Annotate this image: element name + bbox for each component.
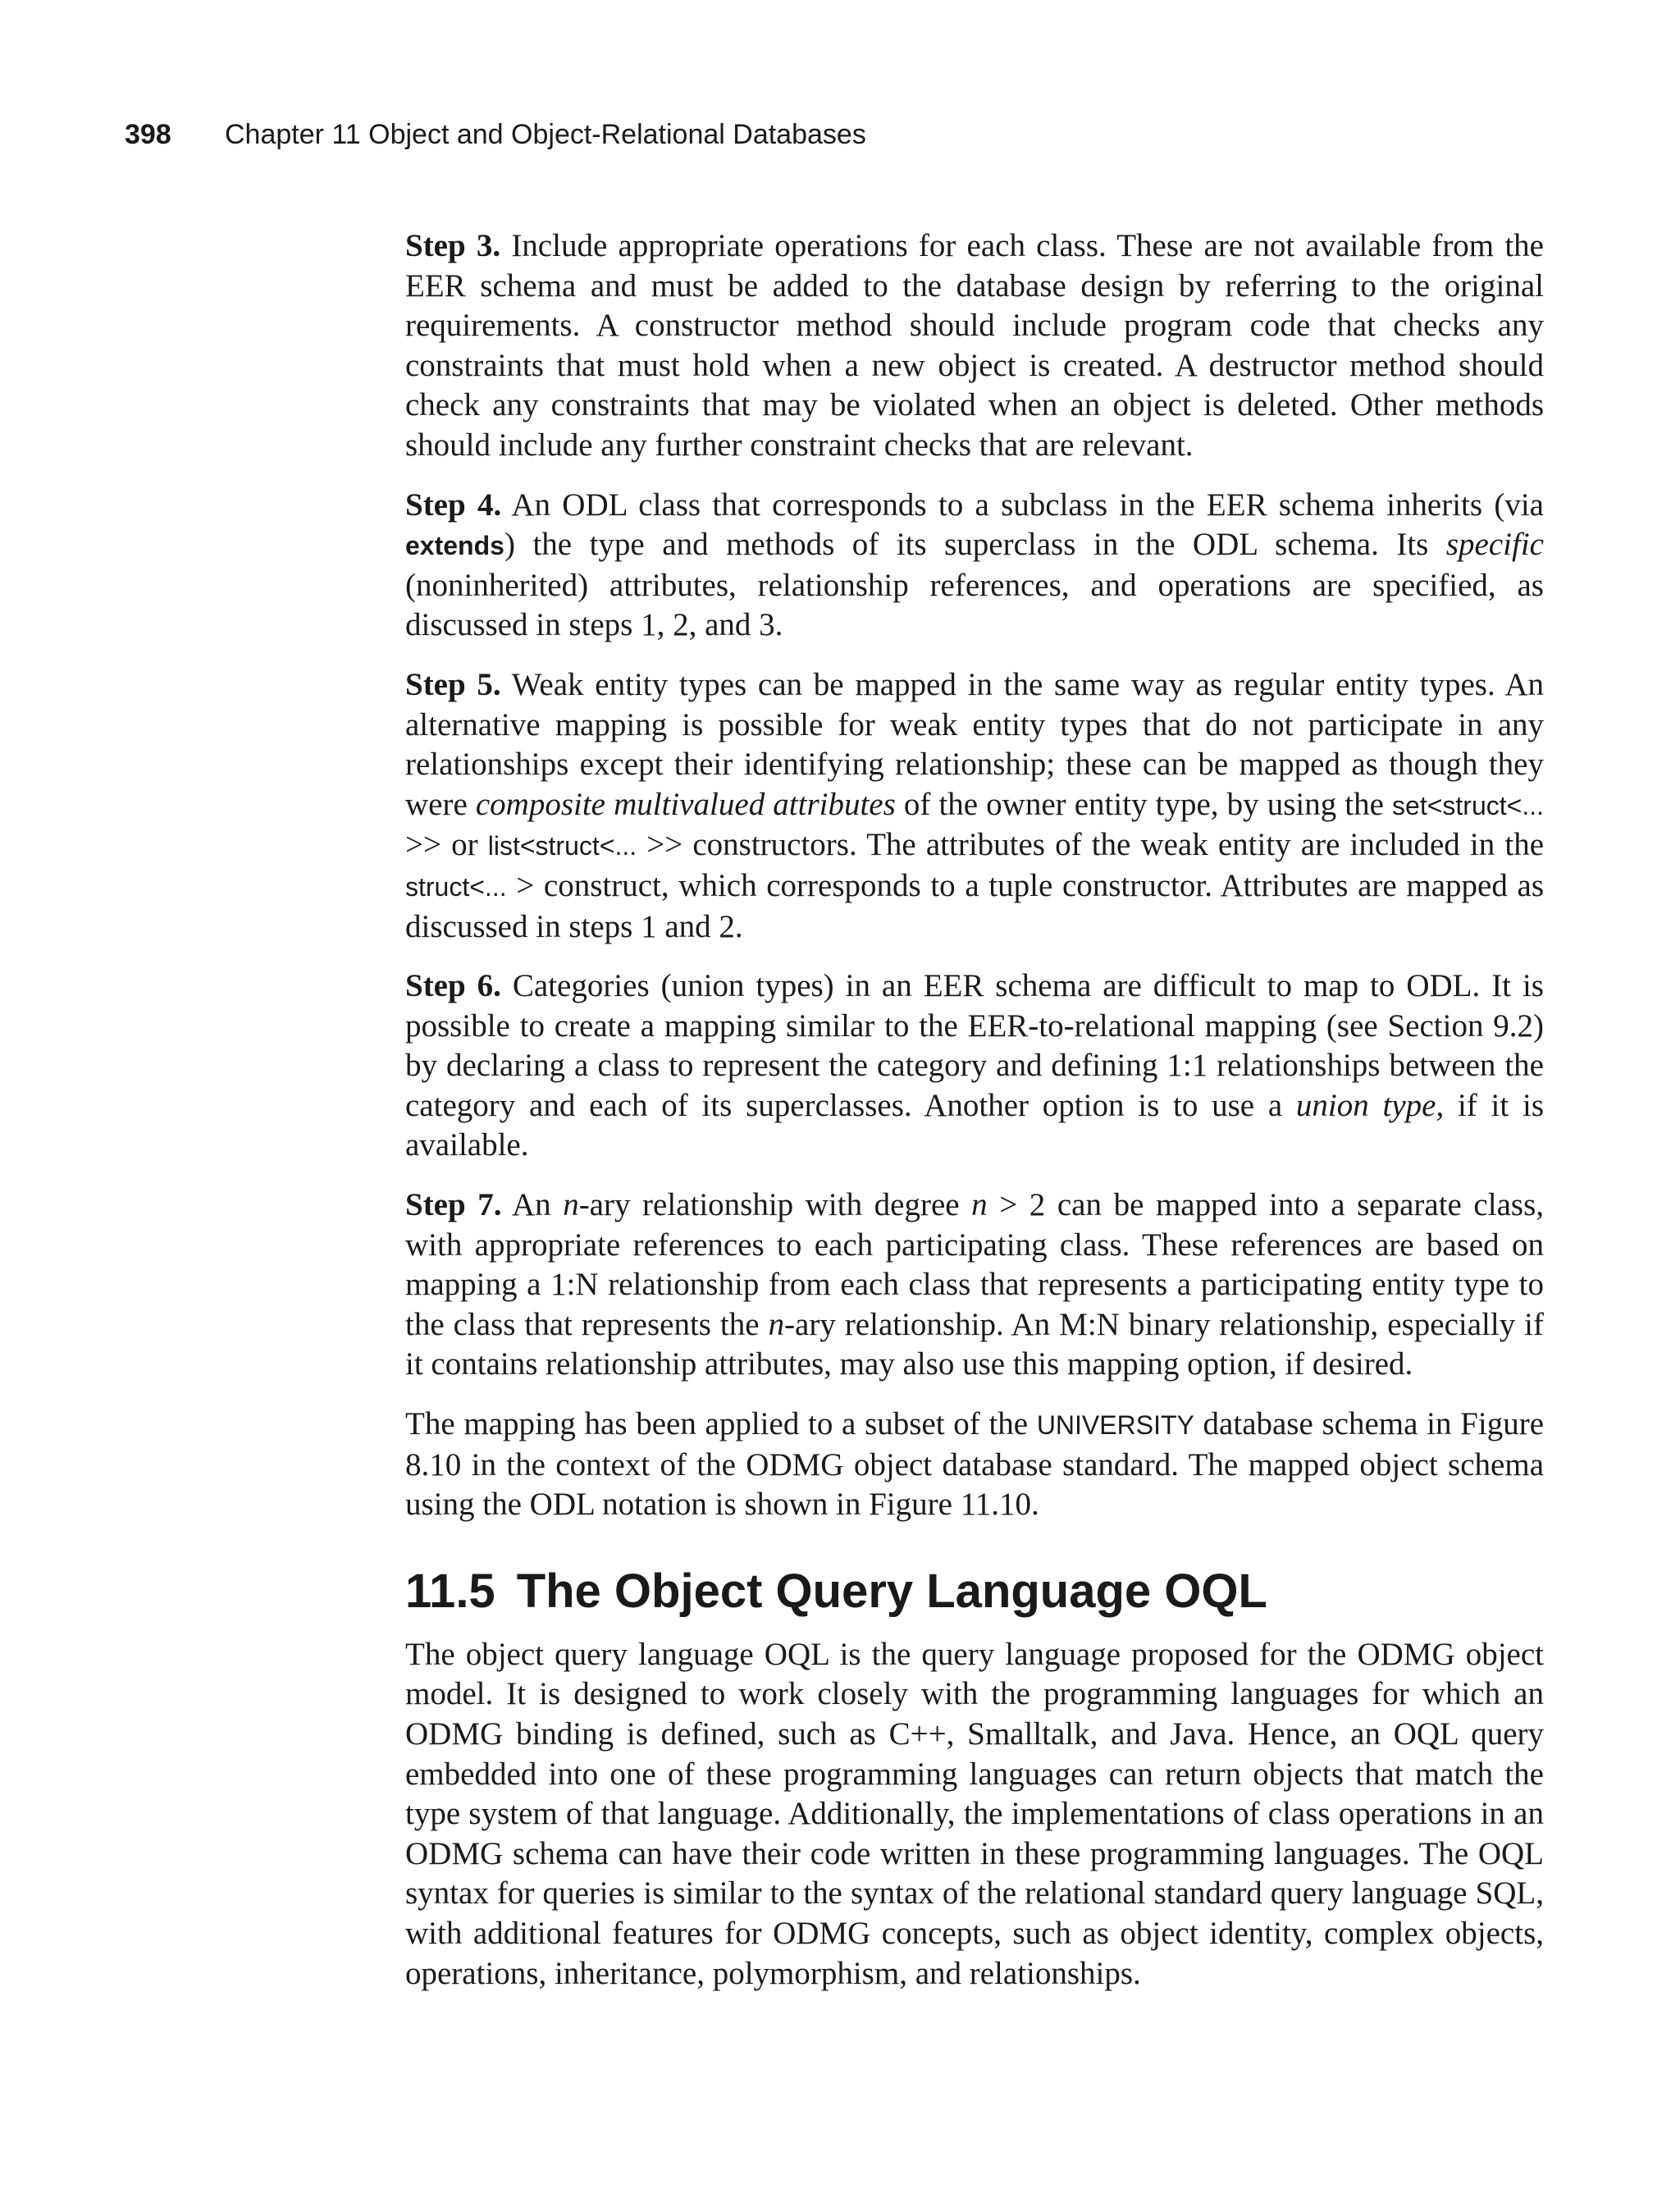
step-7-text-4: -ary relationship. An M:N binary relationship, especially if it contains relationship attributes, may also use this mapping option, if desired. xyxy=(405,1306,1544,1382)
step-7-text-3: > 2 can be mapped into a separate class, with appropriate references to each participating class. These references are based on mapping a 1:N relationship from each class that represents a participating entity type to the class that represents the xyxy=(405,1187,1544,1342)
step-4-text-3: (noninherited) attributes, relationship references, and operations are specified, as discussed in steps 1, 2, and 3. xyxy=(405,567,1544,643)
step-6-label: Step 6. xyxy=(405,968,501,1004)
list-struct-code: list<struct<... xyxy=(487,831,637,861)
step-7-n-2: n xyxy=(971,1187,988,1223)
step-4-label: Step 4. xyxy=(405,487,502,523)
university-code: UNIVERSITY xyxy=(1036,1410,1194,1441)
step-4-text-1: An ODL class that corresponds to a subclass in the EER schema inherits (via xyxy=(501,487,1544,523)
struct-code: struct<... xyxy=(405,871,507,902)
step-3-paragraph xyxy=(405,226,1544,466)
section-number: 11.5 xyxy=(405,1564,495,1618)
step-7-text-2: -ary relationship with degree xyxy=(578,1187,972,1223)
step-3-text: Include appropriate operations for each class. These are not available from the EER schema and must be added to the database design by referring to the original requirements. A constructor method should include program code that checks any constraints that must hold when a new object is created. A destructor method should check any constraints that may be violated when an object is deleted. Other methods should include any further constraint checks that are relevant. xyxy=(405,228,1544,463)
oql-paragraph: The object query language OQL is the query language proposed for the ODMG object model. It is designed to work closely with the programming languages for which an ODMG binding is defined, such as C++, Smalltalk, and Java. Hence, an OQL query embedded into one of these programming languages can return objects that match the type system of that language. Additionally, the implementations of class operations in an ODMG schema can have their code written in these programming languages. The OQL syntax for queries is similar to the syntax of the relational standard query language SQL, with additional features for ODMG concepts, such as object identity, complex objects, operations, inheritance, polymorphism, and relationships. xyxy=(405,1636,1544,1991)
step-6-paragraph xyxy=(405,966,1544,1166)
step-7-n-1: n xyxy=(563,1187,579,1223)
step-5-paragraph xyxy=(405,665,1544,947)
step-7-n-3: n xyxy=(768,1306,785,1342)
page-number: 398 xyxy=(125,119,171,150)
step-4-emphasis: specific xyxy=(1445,527,1544,563)
step-5-text-5: > construct, which corresponds to a tuple constructor. Attributes are mapped as discussed in steps 1 and 2. xyxy=(405,867,1544,944)
page-body xyxy=(405,226,1544,2013)
step-6-text-1: Categories (union types) in an EER schema are difficult to map to ODL. It is possible to create a mapping similar to the EER-to-relational mapping (see Section 9.2) by declaring a class to represent the category and defining 1:1 relationships between the category and each of its superclasses. Another option is to use a xyxy=(405,968,1544,1123)
step-5-text-4: >> constructors. The attributes of the weak entity are included in the xyxy=(637,827,1545,863)
step-6-text-2: if it is available. xyxy=(405,1087,1544,1163)
mapping-paragraph xyxy=(405,1405,1544,1525)
mapping-text-1: The mapping has been applied to a subset of the xyxy=(405,1406,1037,1442)
section-heading xyxy=(405,1563,1544,1620)
extends-keyword: extends xyxy=(405,531,504,561)
running-title: Chapter 11 Object and Object-Relational Databases xyxy=(225,119,866,150)
step-3-label: Step 3. xyxy=(405,228,501,263)
step-7-paragraph xyxy=(405,1186,1544,1385)
step-7-label: Step 7. xyxy=(405,1187,502,1223)
step-5-text-3: >> or xyxy=(405,827,488,863)
step-5-text-1: Weak entity types can be mapped in the same way as regular entity types. An alternative mapping is possible for weak entity types that do not participate in any relationships except their identifying relationship; these can be mapped as though they were xyxy=(405,666,1544,822)
running-header xyxy=(125,118,866,151)
mapping-text-2: database schema in Figure 8.10 in the context of the ODMG object database standard. The mapped object schema using the ODL notation is shown in Figure 11.10. xyxy=(405,1406,1545,1523)
set-struct-code: set<struct<... xyxy=(1392,790,1544,820)
step-4-paragraph xyxy=(405,486,1544,646)
step-6-emphasis: union type, xyxy=(1295,1087,1445,1123)
step-5-text-2: of the owner entity type, by using the xyxy=(895,786,1393,822)
step-7-text-1: An xyxy=(501,1187,564,1223)
step-5-label: Step 5. xyxy=(405,666,501,702)
step-4-text-2: ) the type and methods of its superclass in the ODL schema. Its xyxy=(504,527,1446,563)
section-title: The Object Query Language OQL xyxy=(516,1564,1267,1618)
step-5-emphasis: composite multivalued attributes xyxy=(475,786,896,822)
